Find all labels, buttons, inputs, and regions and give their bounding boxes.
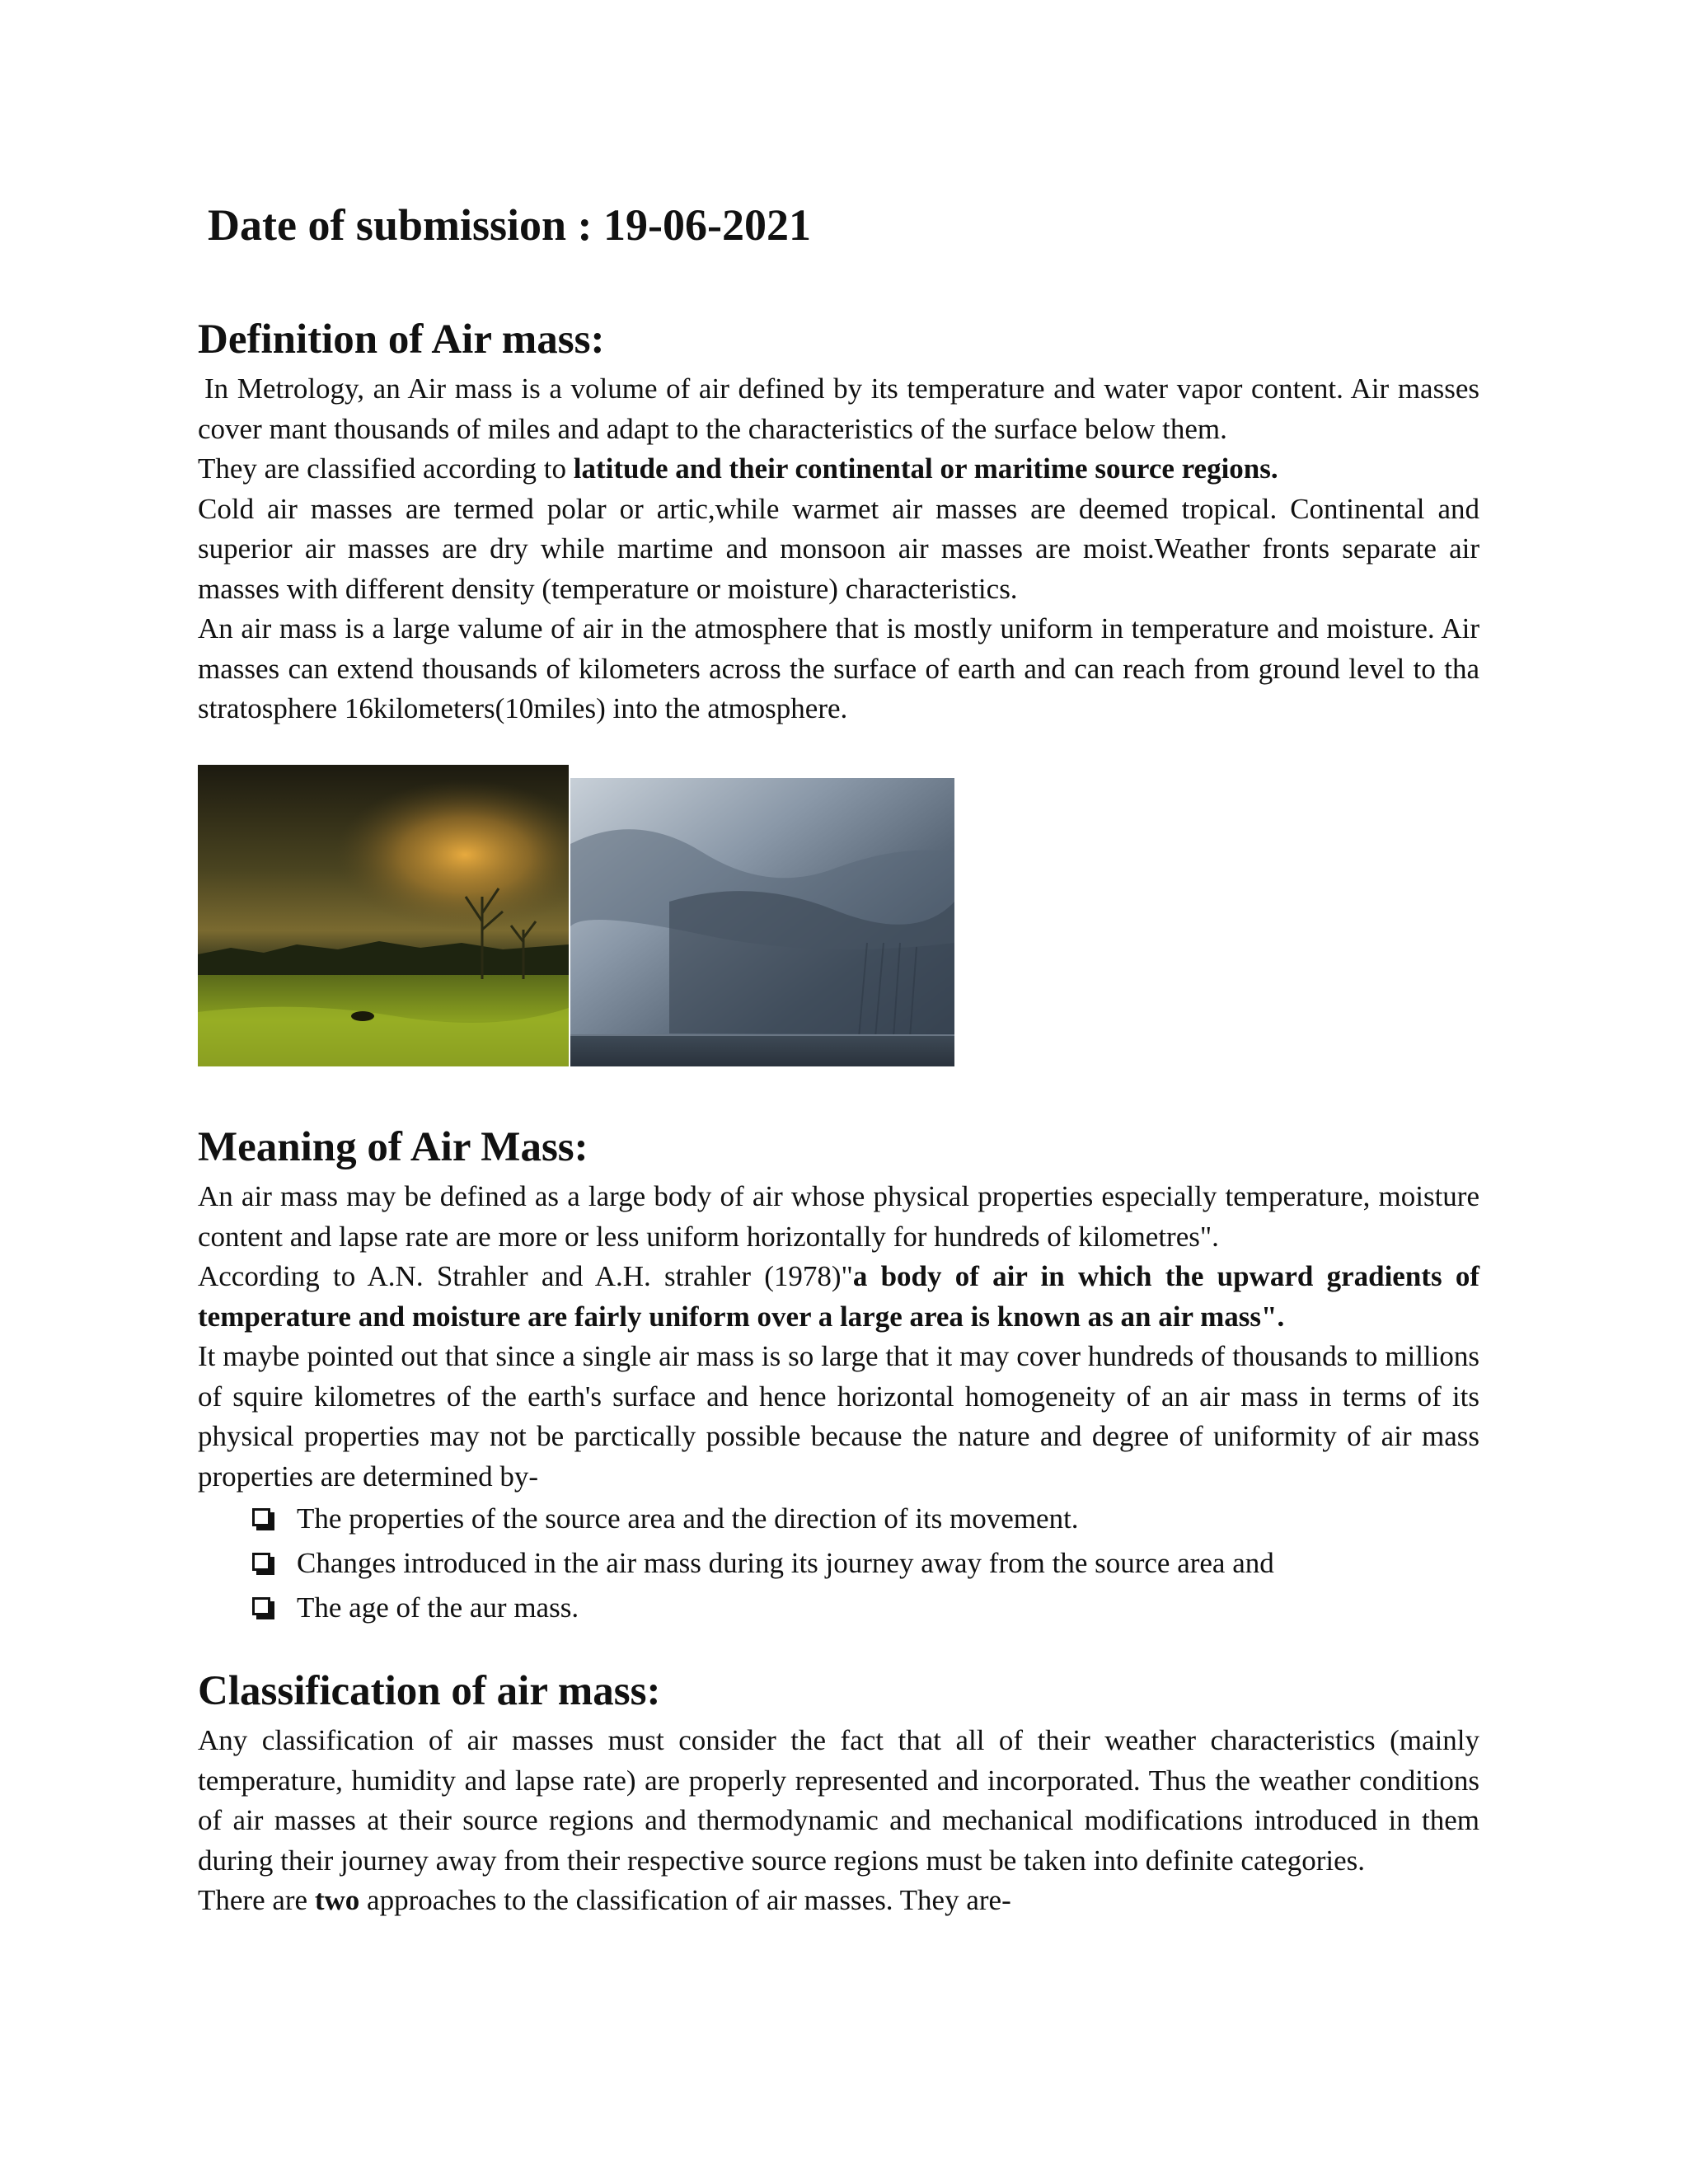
definition-paragraph-4: An air mass is a large valume of air in the atmosphere that is mostly uniform in temperature and moisture. Air masses can extend thousands of kilometers across the surface of earth and can reach from ground level to tha stratosphere 16kilometers(10miles) into the atmosphere. — [198, 612, 1479, 724]
checkbox-bullet-icon — [252, 1597, 270, 1615]
meaning-heading: Meaning of Air Mass: — [198, 1124, 588, 1170]
stormy-field-photo — [198, 765, 569, 1066]
meaning-paragraph-2 — [198, 1257, 1479, 1337]
list-item-text: The age of the aur mass. — [297, 1591, 579, 1624]
classification-paragraph-2-tail: approaches to the classification of air masses. They are- — [359, 1884, 1011, 1916]
classification-paragraph-2 — [198, 1881, 1479, 1921]
list-item-text: The properties of the source area and the direction of its movement. — [297, 1502, 1079, 1535]
sea-storm-image — [570, 778, 954, 1066]
list-item — [252, 1586, 1479, 1630]
list-item — [252, 1497, 1479, 1541]
submission-date: Date of submission : 19-06-2021 — [208, 200, 812, 250]
classification-section — [198, 1665, 1479, 1921]
classification-paragraph-2-lead: There are — [198, 1884, 315, 1916]
meaning-section — [198, 1121, 1479, 1630]
definition-section — [198, 313, 1479, 729]
air-mass-photos — [198, 765, 956, 1068]
classification-paragraph-2-bold: two — [314, 1884, 360, 1916]
definition-paragraph-2-lead: They are classified according to — [198, 452, 574, 485]
list-item — [252, 1541, 1479, 1586]
determinants-list — [198, 1497, 1479, 1630]
checkbox-bullet-icon — [252, 1553, 270, 1571]
sea-storm-photo — [570, 778, 954, 1066]
meaning-paragraph-2-bold: a body of air in which the upward gradients of temperature and moisture are fairly uniform over a large area is known as an air mass". — [198, 1260, 1479, 1333]
meaning-paragraph-3: It maybe pointed out that since a single air mass is so large that it may cover hundreds of thousands to millions of squire kilometres of the earth's surface and hence horizontal homogeneity of an air mass in terms of its physical properties may not be parctically possible because the nature and degree of uniformity of air mass properties are determined by- — [198, 1340, 1479, 1493]
list-item-text: Changes introduced in the air mass during its journey away from the source area and — [297, 1547, 1274, 1579]
definition-paragraph-2-bold: latitude and their continental or maritime source regions. — [573, 452, 1278, 485]
classification-heading: Classification of air mass: — [198, 1668, 661, 1714]
checkbox-bullet-icon — [252, 1508, 270, 1526]
definition-paragraph-2 — [198, 449, 1479, 490]
meaning-paragraph-1: An air mass may be defined as a large body of air whose physical properties especially temperature, moisture content and lapse rate are more or less uniform horizontally for hundreds of kilometres". — [198, 1180, 1479, 1253]
definition-paragraph-1: In Metrology, an Air mass is a volume of air defined by its temperature and water vapor content. Air masses cover mant thousands of miles and adapt to the characteristics of the surface below them. — [198, 373, 1479, 445]
meaning-paragraph-2-lead: According to A.N. Strahler and A.H. strahler (1978)" — [198, 1260, 853, 1292]
classification-paragraph-1: Any classification of air masses must consider the fact that all of their weather characteristics (mainly temperature, humidity and lapse rate) are properly represented and incorporated. Thus the weather conditions of air masses at their source regions and thermodynamic and mechanical modifications introduced in them during their journey away from their respective source regions must be taken into definite categories. — [198, 1724, 1479, 1877]
stormy-field-image — [198, 765, 569, 1066]
definition-paragraph-3: Cold air masses are termed polar or artic,while warmet air masses are deemed tropical. Continental and superior air masses are dry while martime and monsoon air masses are moist.Weather fronts separate air masses with different density (temperature or moisture) characteristics. — [198, 492, 1479, 605]
definition-heading: Definition of Air mass: — [198, 316, 605, 363]
